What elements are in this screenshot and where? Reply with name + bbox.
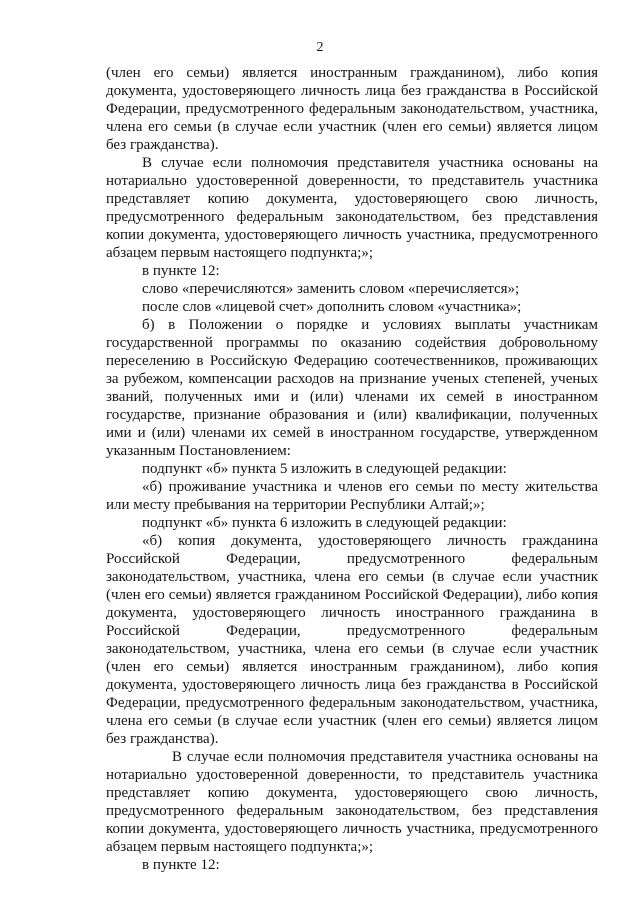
page-number: 2 <box>316 40 324 55</box>
paragraph-in-point-12: в пункте 12: <box>142 263 220 279</box>
paragraph-add-word-participant: после слов «лицевой счет» дополнить словом «участника»; <box>142 299 522 315</box>
paragraph-subpoint-b-point-6: подпункт «б» пункта 6 изложить в следующей редакции: <box>142 515 507 531</box>
paragraph-in-point-12-2: в пункте 12: <box>142 857 220 873</box>
paragraph-continuation-foreign-citizen: (член его семьи) является иностранным гражданином), либо копия документа, удостоверяющего личность лица без гражданства в Российской Федерации, предусмотренного федеральным законодательством, участника, члена его семьи (в случае если участник (член его семьи) является лицом без гражданства). <box>106 65 598 153</box>
paragraph-regulation-b: б) в Положении о порядке и условиях выплаты участникам государственной программы по оказанию содействия добровольному переселению в Российскую Федерацию соотечественников, проживающих за рубежом, компенсации расходов на признание ученых степеней, ученых званий, полученных ими и (или) членами их семей в иностранном государстве, признание образования и (или) квалификации, полученных ими и (или) членами их семей в иностранном государстве, утвержденном указанным Постановлением: <box>106 317 598 459</box>
document-body <box>106 64 598 874</box>
paragraph-subpoint-b-point-5: подпункт «б» пункта 5 изложить в следующей редакции: <box>142 461 507 477</box>
paragraph-word-replacement: слово «перечисляются» заменить словом «перечисляется»; <box>142 281 520 297</box>
paragraph-representative-power-of-attorney: В случае если полномочия представителя участника основаны на нотариально удостоверенной доверенности, то представитель участника представляет копию документа, удостоверяющего свою личность, предусмотренного федеральным законодательством, без представления копии документа, удостоверяющего личность участника, предусмотренного абзацем первым настоящего подпункта;»; <box>106 155 598 261</box>
paragraph-identity-document-copy: «б) копия документа, удостоверяющего личность гражданина Российской Федерации, предусмотренного федеральным законодательством, участника, члена его семьи (в случае если участник (член его семьи) является гражданином Российской Федерации), либо копия документа, удостоверяющего личность иностранного гражданина в Российской Федерации, предусмотренного федеральным законодательством, участника, члена его семьи (в случае если участник (член его семьи) является иностранным гражданином), либо копия документа, удостоверяющего личность лица без гражданства в Российской Федерации, предусмотренного федеральным законодательством, участника, члена его семьи (в случае если участник (член его семьи) является лицом без гражданства). <box>106 533 598 747</box>
paragraph-representative-power-of-attorney-2: В случае если полномочия представителя участника основаны на нотариально удостоверенной доверенности, то представитель участника представляет копию документа, удостоверяющего свою личность, предусмотренного федеральным законодательством, без представления копии документа, удостоверяющего личность участника, предусмотренного абзацем первым настоящего подпункта;»; <box>106 749 598 855</box>
paragraph-residence-altai: «б) проживание участника и членов его семьи по месту жительства или месту пребывания на территории Республики Алтай;»; <box>106 479 598 513</box>
